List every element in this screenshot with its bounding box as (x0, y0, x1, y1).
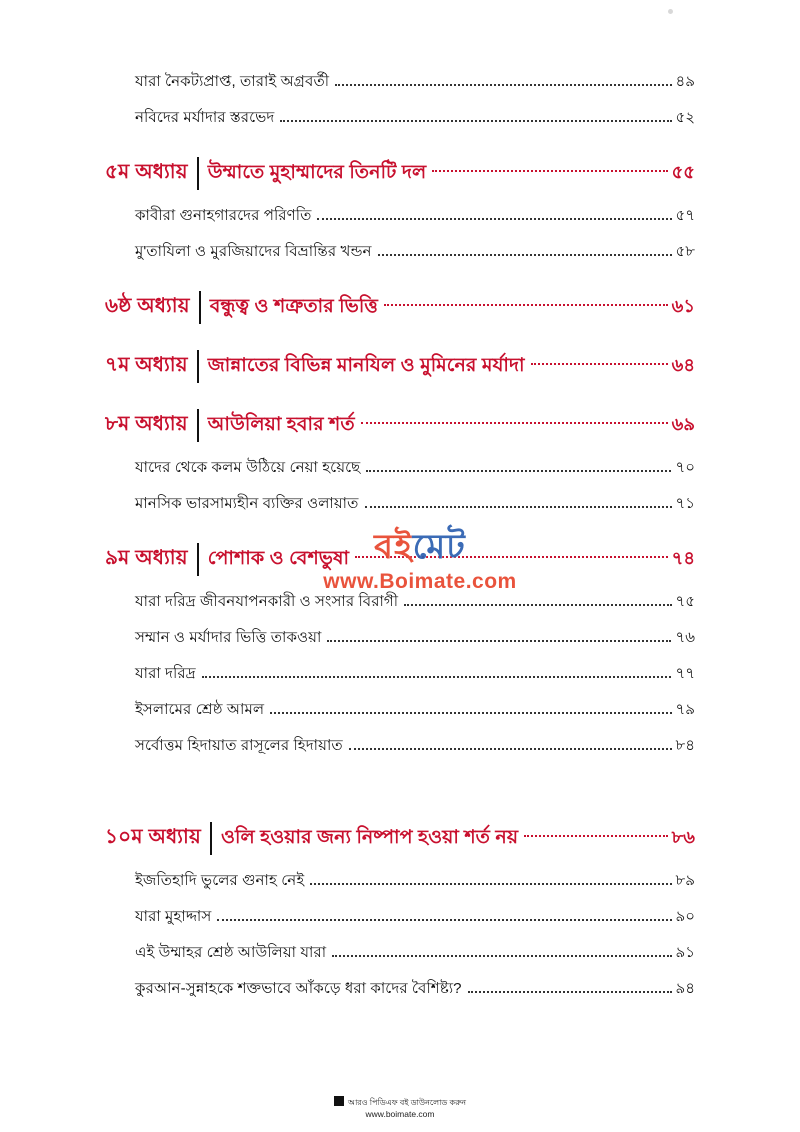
toc-entry-title: যারা দরিদ্র (135, 665, 196, 682)
toc-leader-dots (217, 919, 671, 921)
toc-chapter-entry[interactable] (105, 291, 695, 324)
toc-entry[interactable] (105, 977, 695, 1002)
toc-entry-page: ৭৯ (675, 701, 695, 718)
toc-entry-title: কুরআন-সুন্নাহকে শক্তভাবে আঁকড়ে ধরা কাদের বৈশিষ্ট্য? (135, 980, 462, 997)
toc-chapter-label: ৯ম অধ্যায় (105, 547, 188, 569)
toc-chapter-entry[interactable] (105, 543, 695, 576)
toc-leader-dots (310, 883, 671, 885)
toc-leader-dots (384, 304, 668, 306)
toc-chapter-label: ৭ম অধ্যায় (105, 354, 188, 376)
toc-entry-page: ৭৬ (675, 629, 695, 646)
toc-leader-dots (332, 955, 671, 957)
toc-entry-page: ৮৬ (671, 827, 695, 847)
toc-leader-dots (524, 835, 667, 837)
toc-entry-page: ৭৭ (675, 665, 695, 682)
toc-entry[interactable] (105, 662, 695, 687)
chapter-divider (199, 291, 201, 324)
toc-entry-page: ৪৯ (675, 73, 695, 90)
toc-entry-page: ৫৫ (671, 162, 695, 182)
toc-entry-page: ৭৫ (675, 593, 695, 610)
toc-chapter-title: ওলি হওয়ার জন্য নিষ্পাপ হওয়া শর্ত নয় (220, 826, 519, 848)
toc-leader-dots (349, 748, 672, 750)
section-gap (105, 770, 695, 796)
footer-line-1 (0, 1096, 800, 1109)
toc-entry-title: এই উম্মাহর শ্রেষ্ঠ আউলিয়া যারা (135, 944, 327, 961)
toc-entry-page: ৬৯ (671, 414, 695, 434)
toc-entry-page: ৯১ (675, 944, 695, 961)
toc-entry-title: যাদের থেকে কলম উঠিয়ে নেয়া হয়েছে (135, 459, 361, 476)
toc-entry-page: ৫৮ (675, 243, 695, 260)
toc-chapter-title: জান্নাতের বিভিন্ন মানযিল ও মুমিনের মর্যাদা (207, 354, 525, 376)
toc-leader-dots (335, 84, 671, 86)
toc-entry-page: ৭১ (675, 495, 695, 512)
toc-leader-dots (468, 991, 672, 993)
chapter-divider (197, 409, 199, 442)
toc-chapter-entry[interactable] (105, 157, 695, 190)
watermark-brand-first: বই (374, 528, 413, 566)
watermark-url: www.Boimate.com (323, 570, 517, 593)
toc-leader-dots (531, 363, 668, 365)
toc-chapter-title: উম্মাতে মুহাম্মাদের তিনটি দল (207, 161, 427, 183)
watermark-brand-second: মেট (412, 528, 466, 566)
chapter-divider (197, 350, 199, 383)
toc-entry-page: ৭৪ (671, 548, 695, 568)
toc-entry[interactable] (105, 734, 695, 759)
chapter-divider (197, 157, 199, 190)
toc-entry-title: সর্বোত্তম হিদায়াত রাসূলের হিদায়াত (135, 737, 343, 754)
toc-entry-title: সম্মান ও মর্যাদার ভিত্তি তাকওয়া (135, 629, 322, 646)
toc-entry-page: ৮৯ (675, 872, 695, 889)
toc-entry-title: মু'তাযিলা ও মুরজিয়াদের বিভ্রান্তির খন্ডন (135, 243, 372, 260)
toc-leader-dots (404, 604, 671, 606)
chapter-divider (210, 822, 212, 855)
toc-entry[interactable] (105, 204, 695, 229)
toc-chapter-label: ৮ম অধ্যায় (105, 413, 188, 435)
toc-entry-page: ৫৭ (675, 207, 695, 224)
toc-entry-title: যারা দরিদ্র জীবনযাপনকারী ও সংসার বিরাগী (135, 593, 399, 610)
toc-entry-title: যারা নৈকট্যপ্রাপ্ত, তারাই অগ্রবর্তী (135, 73, 330, 90)
toc-leader-dots (355, 556, 667, 558)
toc-entry[interactable] (105, 240, 695, 265)
toc-entry-page: ৯৪ (675, 980, 695, 997)
toc-leader-dots (317, 218, 671, 220)
chapter-divider (197, 543, 199, 576)
toc-entry-title: যারা মুহাদ্দাস (135, 908, 212, 925)
toc-leader-dots (365, 506, 672, 508)
toc-entry[interactable] (105, 106, 695, 131)
toc-entry[interactable] (105, 905, 695, 930)
footer-url: www.boimate.com (365, 1108, 435, 1119)
toc-entry[interactable] (105, 626, 695, 651)
scan-speck (668, 9, 673, 14)
toc-entry[interactable] (105, 492, 695, 517)
toc-entry-page: ৬১ (671, 296, 695, 316)
toc-entry-page: ৯০ (675, 908, 695, 925)
toc-leader-dots (202, 676, 672, 678)
book-icon (334, 1096, 344, 1106)
toc-leader-dots (361, 422, 668, 424)
toc-chapter-title: পোশাক ও বেশভুষা (207, 547, 350, 569)
toc-entry[interactable] (105, 698, 695, 723)
toc-chapter-label: ৬ষ্ঠ অধ্যায় (105, 295, 190, 317)
toc-entry-title: ইজতিহাদি ভুলের গুনাহ নেই (135, 872, 305, 889)
toc-chapter-title: আউলিয়া হবার শর্ত (207, 413, 355, 435)
toc-entry-title: কাবীরা গুনাহগারদের পরিণতি (135, 207, 312, 224)
toc-chapter-entry[interactable] (105, 822, 695, 855)
footer-text: আরও পিডিএফ বই ডাউনলোড করুন (347, 1097, 467, 1107)
toc-chapter-entry[interactable] (105, 350, 695, 383)
toc-entry[interactable] (105, 456, 695, 481)
toc-entry[interactable] (105, 70, 695, 95)
toc-chapter-title: বন্ধুত্ব ও শত্রুতার ভিত্তি (209, 295, 378, 317)
toc-chapter-entry[interactable] (105, 409, 695, 442)
toc-entry-page: ৭০ (675, 459, 695, 476)
toc-entry[interactable] (105, 869, 695, 894)
toc-entry-page: ৫২ (675, 109, 695, 126)
toc-entry-title: ইসলামের শ্রেষ্ঠ আমল (135, 701, 265, 718)
toc-leader-dots (378, 254, 672, 256)
toc-leader-dots (270, 712, 671, 714)
toc-entry-page: ৬৪ (671, 355, 695, 375)
toc-entry-title: নবিদের মর্যাদার স্তরভেদ (135, 109, 275, 126)
toc-leader-dots (280, 120, 671, 122)
toc-entry[interactable] (105, 590, 695, 615)
toc-leader-dots (366, 470, 671, 472)
toc-entry[interactable] (105, 941, 695, 966)
toc-leader-dots (327, 640, 671, 642)
toc-leader-dots (432, 170, 667, 172)
toc-entry-page: ৮৪ (675, 737, 695, 754)
page-footer (0, 1096, 800, 1120)
toc-chapter-label: ৫ম অধ্যায় (105, 161, 188, 183)
toc-entry-title: মানসিক ভারসাম্যহীন ব্যক্তির ওলায়াত (135, 495, 359, 512)
toc-chapter-label: ১০ম অধ্যায় (105, 826, 201, 848)
